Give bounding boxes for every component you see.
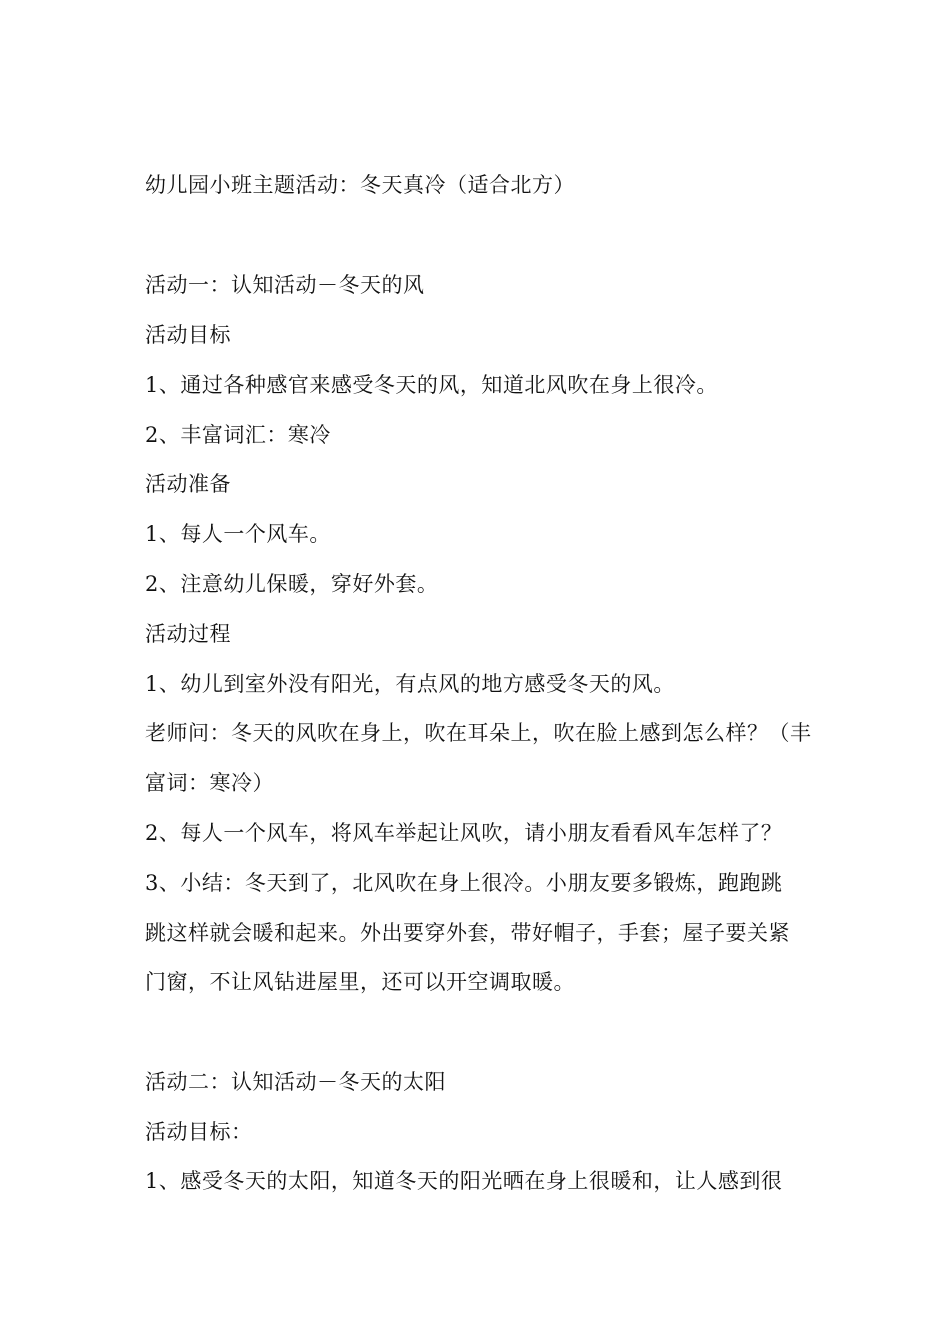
section-heading: 活动目标： <box>145 1120 253 1144</box>
list-item: 3、小结：冬天到了，北风吹在身上很冷。小朋友要多锻炼，跑跑跳 <box>145 871 783 895</box>
paragraph-line: 门窗，不让风钻进屋里，还可以开空调取暖。 <box>145 970 575 994</box>
list-item: 2、每人一个风车，将风车举起让风吹，请小朋友看看风车怎样了？ <box>145 821 783 845</box>
paragraph-line: 老师问：冬天的风吹在身上，吹在耳朵上，吹在脸上感到怎么样？（丰 <box>145 721 812 745</box>
paragraph-line: 富词：寒冷） <box>145 771 274 795</box>
list-item: 1、感受冬天的太阳，知道冬天的阳光晒在身上很暖和，让人感到很 <box>145 1169 783 1193</box>
list-item: 1、每人一个风车。 <box>145 522 331 546</box>
list-item: 1、通过各种感官来感受冬天的风，知道北风吹在身上很冷。 <box>145 373 718 397</box>
section-heading: 活动目标 <box>145 323 231 347</box>
list-item: 2、丰富词汇：寒冷 <box>145 423 331 447</box>
activity-heading: 活动一：认知活动－冬天的风 <box>145 273 425 297</box>
paragraph-line: 跳这样就会暖和起来。外出要穿外套，带好帽子，手套；屋子要关紧 <box>145 921 790 945</box>
section-heading: 活动准备 <box>145 472 231 496</box>
activity-heading: 活动二：认知活动－冬天的太阳 <box>145 1070 446 1094</box>
list-item: 1、幼儿到室外没有阳光，有点风的地方感受冬天的风。 <box>145 672 675 696</box>
list-item: 2、注意幼儿保暖，穿好外套。 <box>145 572 439 596</box>
section-heading: 活动过程 <box>145 622 231 646</box>
document-title: 幼儿园小班主题活动：冬天真冷（适合北方） <box>145 173 575 197</box>
